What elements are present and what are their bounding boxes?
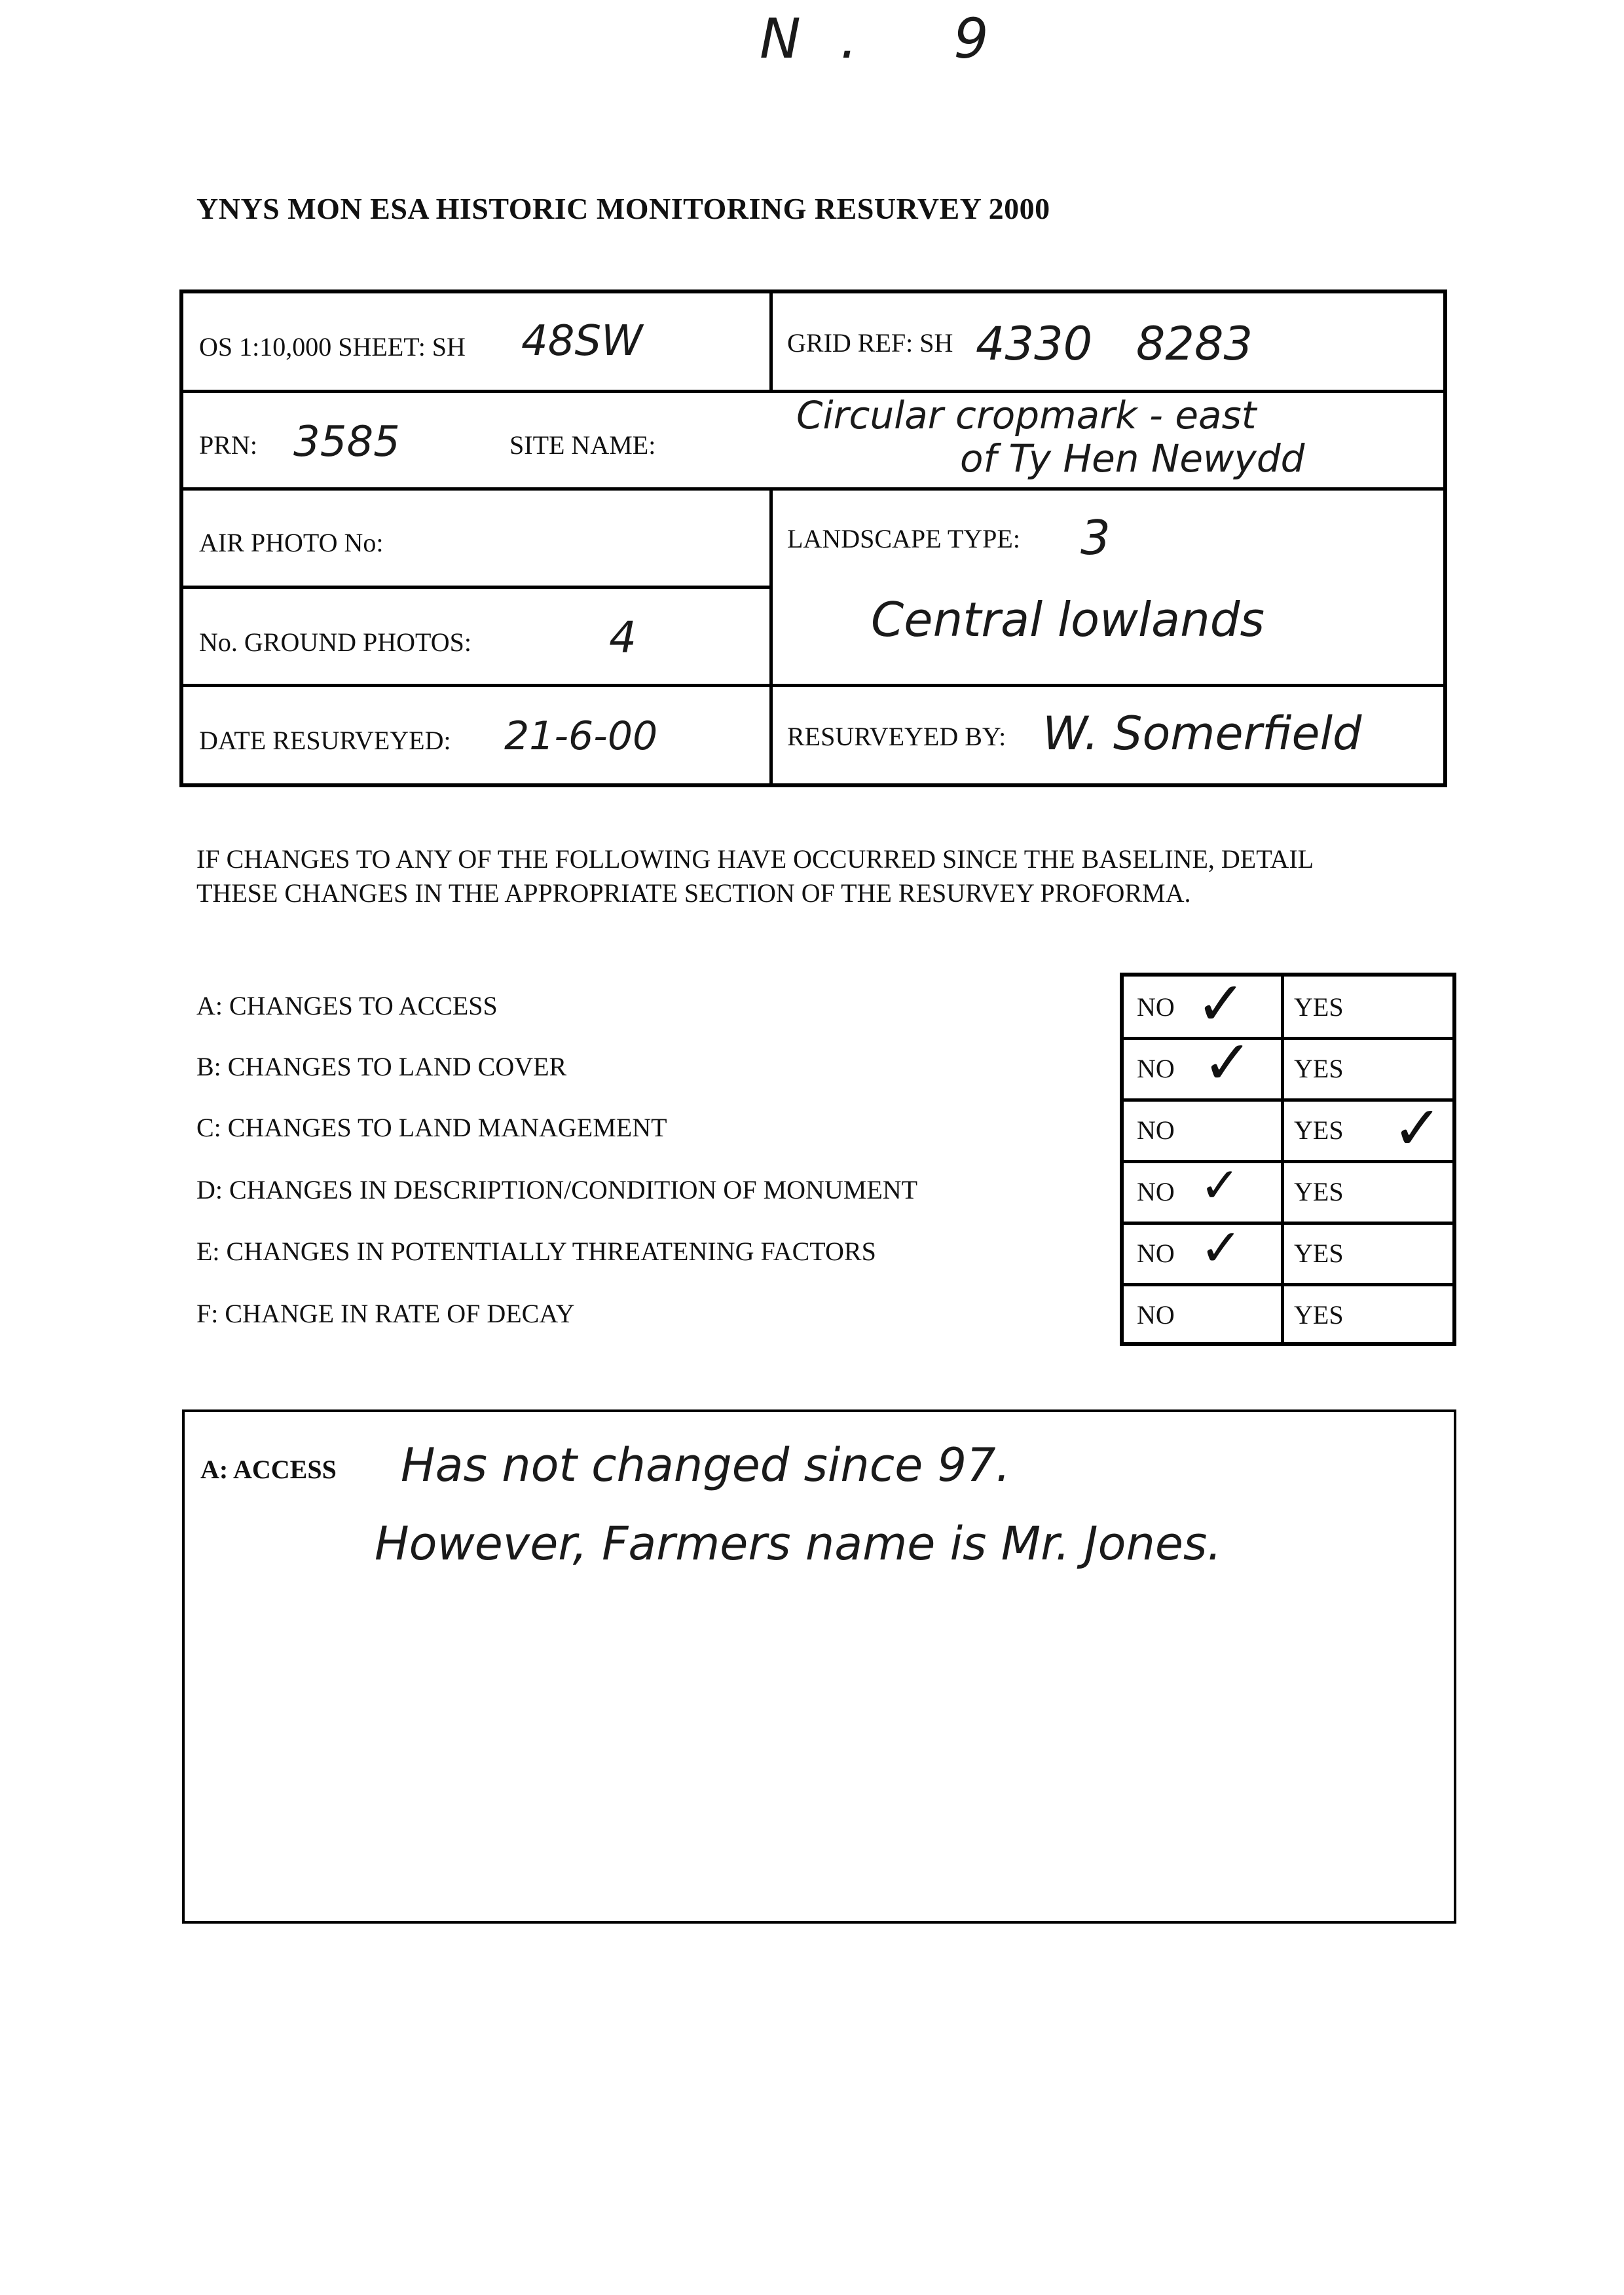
- change-c-yes[interactable]: YES: [1294, 1115, 1344, 1145]
- access-note-line1[interactable]: Has not changed since 97.: [401, 1438, 1010, 1492]
- resurveyed-by-cell: [773, 687, 1443, 785]
- change-c-no[interactable]: NO: [1137, 1115, 1175, 1145]
- landscape-type-value: 3: [1080, 510, 1111, 565]
- prn-site-cell: [183, 393, 1443, 487]
- landscape-type-cell: [773, 491, 1443, 684]
- page-title: YNYS MON ESA HISTORIC MONITORING RESURVEY 2000: [196, 192, 1050, 225]
- site-name-label: SITE NAME:: [509, 430, 656, 460]
- grid-ref-value: 4330 8283: [976, 317, 1253, 371]
- date-cell: [183, 687, 769, 785]
- air-photo-label: AIR PHOTO No:: [199, 528, 384, 557]
- change-f-yes[interactable]: YES: [1294, 1300, 1344, 1330]
- prn-value: 3585: [293, 418, 400, 466]
- changes-checkbox-table: [1120, 969, 1456, 1346]
- instructions-line2: THESE CHANGES IN THE APPROPRIATE SECTION OF THE RESURVEY PROFORMA.: [196, 878, 1191, 908]
- change-c-yes-checkmark-icon: ✓: [1392, 1093, 1443, 1163]
- ground-photos-label: No. GROUND PHOTOS:: [199, 627, 471, 657]
- change-b-no[interactable]: NO: [1137, 1054, 1175, 1083]
- grid-ref-cell: [773, 293, 1443, 390]
- change-d-row: [1124, 1157, 1452, 1223]
- change-e-no[interactable]: NO: [1137, 1239, 1175, 1268]
- change-e-label: E: CHANGES IN POTENTIALLY THREATENING FACTORS: [196, 1237, 876, 1266]
- change-a-no[interactable]: NO: [1137, 992, 1175, 1022]
- resurveyed-by-label: RESURVEYED BY:: [787, 722, 1006, 751]
- date-label: DATE RESURVEYED:: [199, 726, 451, 755]
- landscape-type-desc: Central lowlands: [871, 592, 1264, 647]
- header-grid: [179, 289, 1447, 787]
- grid-ref-label: GRID REF: SH: [787, 328, 953, 358]
- ground-photos-value: 4: [609, 612, 637, 663]
- access-note-line2[interactable]: However, Farmers name is Mr. Jones.: [375, 1517, 1222, 1571]
- change-c-row: [1124, 1093, 1452, 1163]
- change-e-no-checkmark-icon: ✓: [1200, 1219, 1243, 1278]
- change-b-label: B: CHANGES TO LAND COVER: [196, 1052, 567, 1081]
- resurveyed-by-value: W. Somerfield: [1043, 707, 1362, 760]
- access-label: A: ACCESS: [200, 1455, 337, 1484]
- change-a-yes[interactable]: YES: [1294, 992, 1344, 1022]
- change-d-yes[interactable]: YES: [1294, 1177, 1344, 1206]
- os-sheet-label: OS 1:10,000 SHEET: SH: [199, 332, 466, 362]
- access-section: [182, 1409, 1456, 1924]
- instructions-line1: IF CHANGES TO ANY OF THE FOLLOWING HAVE OCCURRED SINCE THE BASELINE, DETAIL: [196, 844, 1314, 874]
- change-a-label: A: CHANGES TO ACCESS: [196, 991, 498, 1020]
- site-name-line1: Circular cropmark - east: [796, 393, 1257, 438]
- change-b-row: [1124, 1028, 1452, 1100]
- change-a-no-checkmark-icon: ✓: [1196, 969, 1247, 1039]
- change-d-label: D: CHANGES IN DESCRIPTION/CONDITION OF MONUMENT: [196, 1175, 918, 1204]
- site-name-line2: of Ty Hen Newydd: [960, 436, 1305, 481]
- change-a-row: [1124, 969, 1452, 1039]
- air-photo-cell: [183, 491, 769, 586]
- change-b-no-checkmark-icon: ✓: [1202, 1028, 1253, 1098]
- date-value: 21-6-00: [504, 713, 658, 759]
- ground-photos-cell: [183, 589, 769, 684]
- landscape-type-label: LANDSCAPE TYPE:: [787, 524, 1020, 553]
- change-d-no-checkmark-icon: ✓: [1200, 1157, 1241, 1214]
- change-f-label: F: CHANGE IN RATE OF DECAY: [196, 1299, 575, 1328]
- change-b-yes[interactable]: YES: [1294, 1054, 1344, 1083]
- change-e-row: [1124, 1219, 1452, 1284]
- change-c-label: C: CHANGES TO LAND MANAGEMENT: [196, 1113, 667, 1142]
- os-sheet-cell: [183, 293, 769, 390]
- page-note: N. 9: [760, 7, 1028, 71]
- change-f-row: [1124, 1284, 1452, 1346]
- os-sheet-value: 48SW: [521, 317, 643, 365]
- change-f-no[interactable]: NO: [1137, 1300, 1175, 1330]
- change-e-yes[interactable]: YES: [1294, 1239, 1344, 1268]
- prn-label: PRN:: [199, 430, 257, 460]
- change-d-no[interactable]: NO: [1137, 1177, 1175, 1206]
